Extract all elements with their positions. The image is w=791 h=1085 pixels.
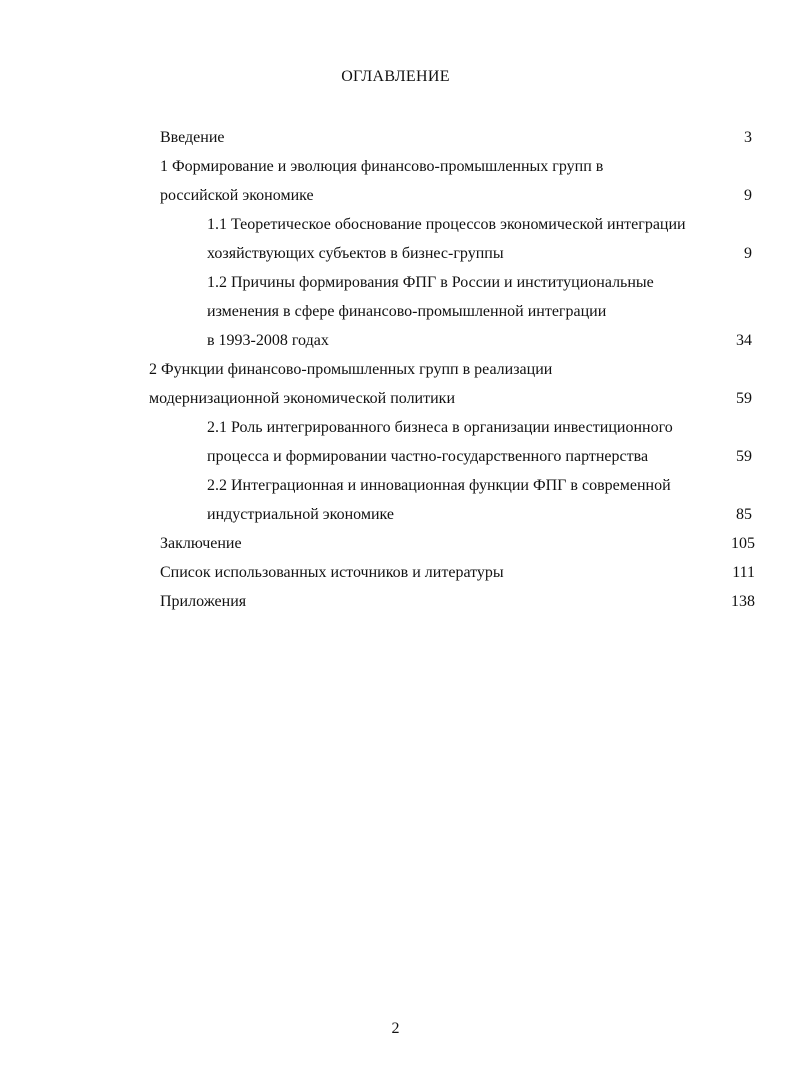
toc-page-appendix: 138	[731, 593, 755, 610]
toc-entry-s22-line1: 2.2 Интеграционная и инновационная функции ФПГ в современной	[207, 477, 671, 494]
toc-page-ch1: 9	[744, 187, 752, 204]
toc-entry-s12-line3: в 1993-2008 годах	[207, 332, 329, 349]
toc-entry-ch1-line1: 1 Формирование и эволюция финансово-промышленных групп в	[160, 158, 604, 175]
page-number: 2	[391, 1020, 400, 1037]
toc-entry-s11-line2: хозяйствующих субъектов в бизнес-группы	[207, 245, 504, 262]
toc-entry-s12-line2: изменения в сфере финансово-промышленной интеграции	[207, 303, 607, 320]
toc-page-s21: 59	[736, 448, 752, 465]
toc-entry-conclusion: Заключение	[160, 535, 242, 552]
toc-title: ОГЛАВЛЕНИЕ	[341, 68, 450, 85]
toc-page-s11: 9	[744, 245, 752, 262]
toc-page-conclusion: 105	[731, 535, 755, 552]
toc-entry-s11-line1: 1.1 Теоретическое обоснование процессов экономической интеграции	[207, 216, 686, 233]
toc-entry-intro: Введение	[160, 129, 225, 146]
toc-entry-s12-line1: 1.2 Причины формирования ФПГ в России и институциональные	[207, 274, 654, 291]
toc-page-s22: 85	[736, 506, 752, 523]
toc-entry-s22-line2: индустриальной экономике	[207, 506, 395, 523]
toc-entry-ch2-line1: 2 Функции финансово-промышленных групп в реализации	[149, 361, 553, 378]
toc-page-ch2: 59	[736, 390, 752, 407]
toc-page-sources: 111	[732, 564, 755, 581]
toc-page-s12: 34	[736, 332, 752, 349]
toc-entry-s21-line2: процесса и формировании частно-государственного партнерства	[207, 448, 649, 465]
toc-entry-sources: Список использованных источников и литературы	[160, 564, 504, 581]
toc-entry-ch1-line2: российской экономике	[160, 187, 314, 204]
toc-entry-s21-line1: 2.1 Роль интегрированного бизнеса в организации инвестиционного	[207, 419, 673, 436]
toc-page-intro: 3	[744, 129, 752, 146]
toc-entry-ch2-line2: модернизационной экономической политики	[149, 390, 455, 407]
toc-entry-appendix: Приложения	[160, 593, 247, 610]
